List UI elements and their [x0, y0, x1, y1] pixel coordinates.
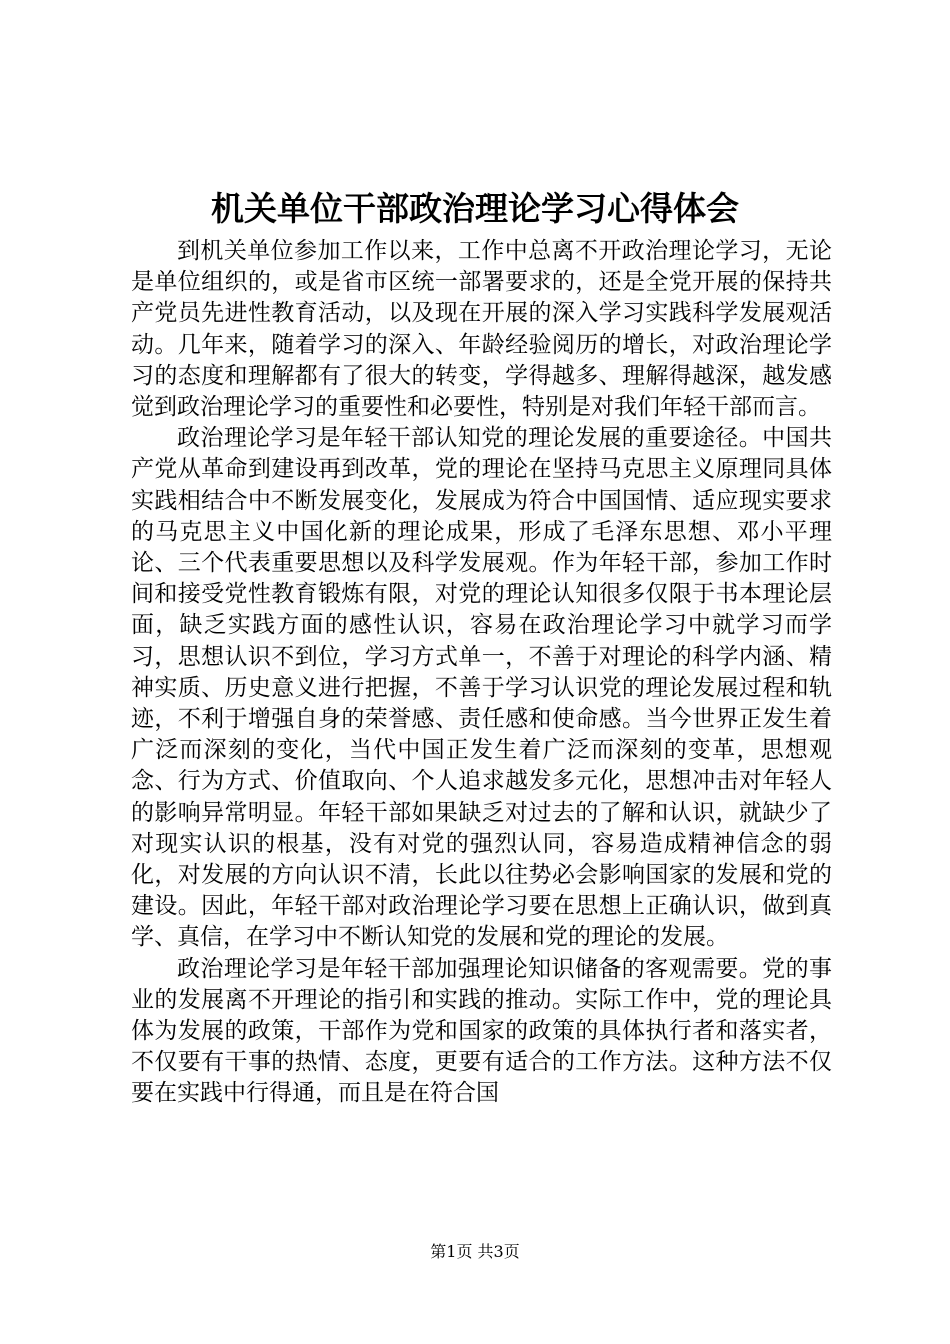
paragraph-1: 到机关单位参加工作以来，工作中总离不开政治理论学习，无论是单位组织的，或是省市区统一部署要求的，还是全党开展的保持共产党员先进性教育活动，以及现在开展的深入学习实践科学发展观活动。几年来，随着学习的深入、年龄经验阅历的增长，对政治理论学习的态度和理解都有了很大的转变，学得越多、理解得越深，越发感觉到政治理论学习的重要性和必要性，特别是对我们年轻干部而言。	[131, 238, 832, 421]
paragraph-2: 政治理论学习是年轻干部认知党的理论发展的重要途径。中国共产党从革命到建设再到改革，党的理论在坚持马克思主义原理同具体实践相结合中不断发展变化，发展成为符合中国国情、适应现实要求的马克思主义中国化新的理论成果，形成了毛泽东思想、邓小平理论、三个代表重要思想以及科学发展观。作为年轻干部，参加工作时间和接受党性教育锻炼有限，对党的理论认知很多仅限于书本理论层面，缺乏实践方面的感性认识，容易在政治理论学习中就学习而学习，思想认识不到位，学习方式单一，不善于对理论的科学内涵、精神实质、历史意义进行把握，不善于学习认识党的理论发展过程和轨迹，不利于增强自身的荣誉感、责任感和使命感。当今世界正发生着广泛而深刻的变化，当代中国正发生着广泛而深刻的变革，思想观念、行为方式、价值取向、个人追求越发多元化，思想冲击对年轻人的影响异常明显。年轻干部如果缺乏对过去的了解和认识，就缺少了对现实认识的根基，没有对党的强烈认同，容易造成精神信念的弱化，对发展的方向认识不清，长此以往势必会影响国家的发展和党的建设。因此，年轻干部对政治理论学习要在思想上正确认识，做到真学、真信，在学习中不断认知党的发展和党的理论的发展。	[131, 425, 832, 951]
document-title: 机关单位干部政治理论学习心得体会	[211, 189, 739, 228]
document-body	[131, 236, 832, 1110]
page-footer: 第1页 共3页	[430, 1242, 520, 1261]
paragraph-3: 政治理论学习是年轻干部加强理论知识储备的客观需要。党的事业的发展离不开理论的指引和实践的推动。实际工作中，党的理论具体为发展的政策，干部作为党和国家的政策的具体执行者和落实者，不仅要有干事的热情、态度，更要有适合的工作方法。这种方法不仅要在实践中行得通，而且是在符合国	[131, 955, 832, 1107]
